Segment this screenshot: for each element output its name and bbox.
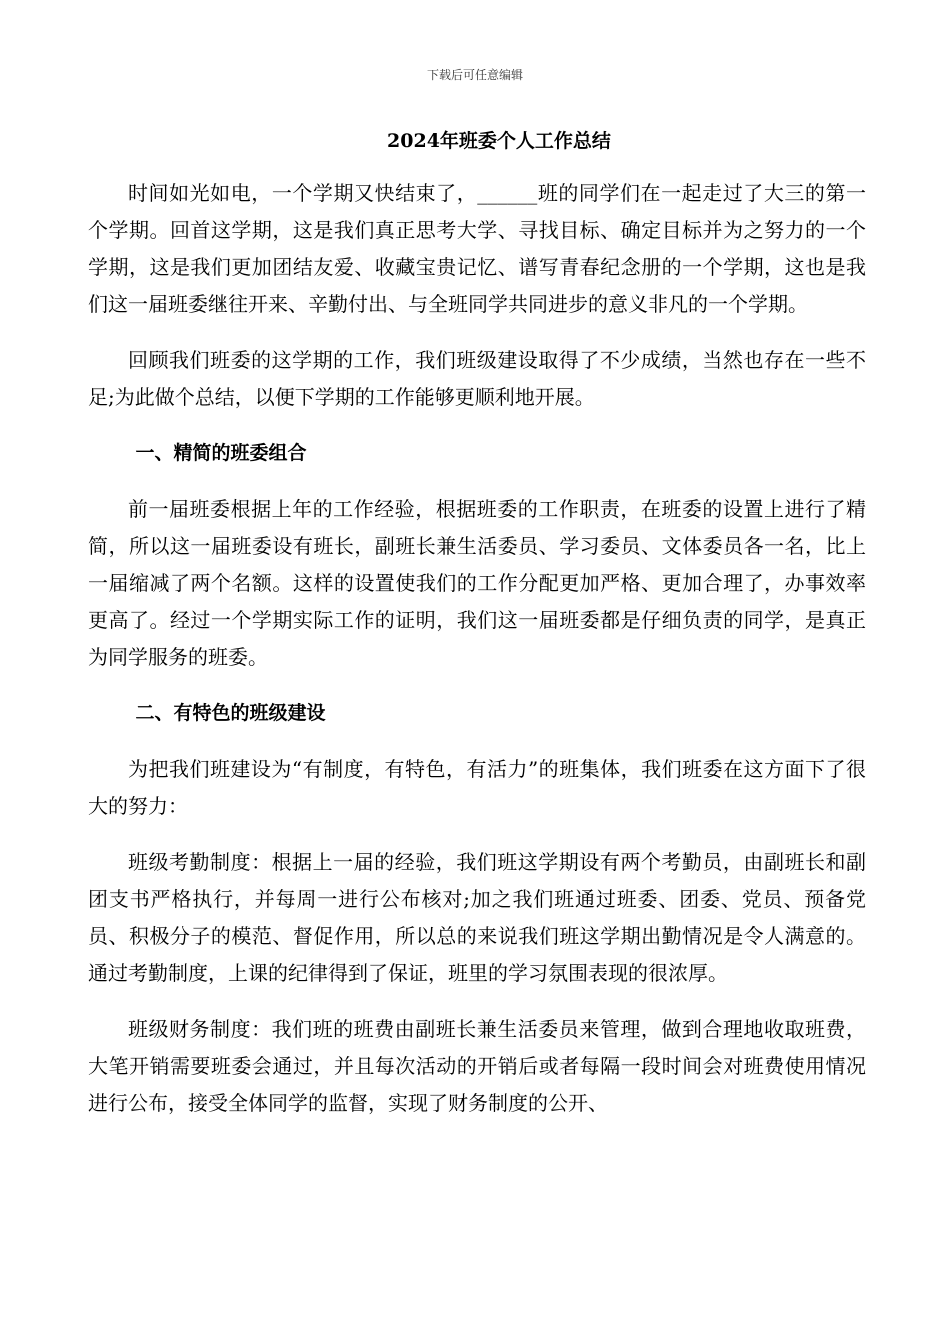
- paragraph-committee: 前一届班委根据上年的工作经验，根据班委的工作职责，在班委的设置上进行了精简，所以这一届班委设有班长，副班长兼生活委员、学习委员、文体委员各一名，比上一届缩减了两个名额。这样的设置使我们的工作分配更加严格、更加合理了，办事效率更高了。经过一个学期实际工作的证明，我们这一届班委都是仔细负责的同学，是真正为同学服务的班委。: [88, 497, 866, 669]
- paragraph-finance: 班级财务制度：我们班的班费由副班长兼生活委员来管理，做到合理地收取班费，大笔开销需要班委会通过，并且每次活动的开销后或者每隔一段时间会对班费使用情况进行公布，接受全体同学的监督，实现了财务制度的公开、: [88, 1017, 866, 1115]
- paragraph-review: 回顾我们班委的这学期的工作，我们班级建设取得了不少成绩，当然也存在一些不足;为此做个总结，以便下学期的工作能够更顺利地开展。: [88, 348, 866, 409]
- paragraph-intro: 时间如光如电，一个学期又快结束了，______班的同学们在一起走过了大三的第一个学期。回首这学期，这是我们真正思考大学、寻找目标、确定目标并为之努力的一个学期，这是我们更加团结友爱、收藏宝贵记忆、谱写青春纪念册的一个学期，这也是我们这一届班委继往开来、辛勤付出、与全班同学共同进步的意义非凡的一个学期。: [88, 181, 866, 316]
- paragraph-attendance: 班级考勤制度：根据上一届的经验，我们班这学期设有两个考勤员，由副班长和副团支书严格执行，并每周一进行公布核对;加之我们班通过班委、团委、党员、预备党员、积极分子的模范、督促作用，所以总的来说我们班这学期出勤情况是令人满意的。通过考勤制度，上课的纪律得到了保证，班里的学习氛围表现的很浓厚。: [88, 850, 866, 985]
- paragraph-class-building: 为把我们班建设为“有制度，有特色，有活力”的班集体，我们班委在这方面下了很大的努力：: [88, 757, 866, 818]
- section-heading-2: 二、有特色的班级建设: [135, 702, 326, 724]
- section-heading-1: 一、精简的班委组合: [135, 442, 307, 464]
- header-note: 下载后可任意编辑: [426, 68, 523, 82]
- document-body: [88, 175, 866, 1141]
- document-title: 2024年班委个人工作总结: [387, 130, 611, 152]
